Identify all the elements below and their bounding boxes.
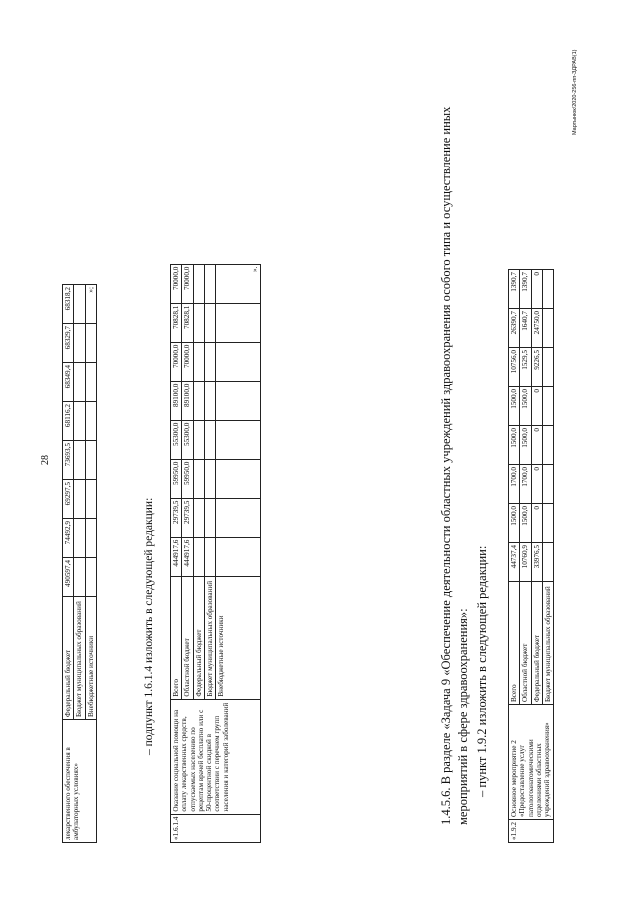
table2-name: Оказание социальной помощи на оплату лекарственных средств, отпускаемых населению по рецептам врачей бесплатно или с 50-процентной скидкой в соответствии с перечнем групп населения и категорий заболеваний <box>171 699 261 814</box>
table-cell: 29739,5 <box>171 498 182 537</box>
table-cell: 1500,0 <box>520 387 531 426</box>
table-cell: 69297,5 <box>63 480 74 519</box>
table-cell: 1500,0 <box>520 426 531 465</box>
table3-name: Основное мероприятие 2 «Предоставление услуг патологоанатомическими отделениями областных учреждений здравоохранения» <box>509 705 554 820</box>
table-cell: 0 <box>531 426 542 465</box>
table2-row-label: Федеральный бюджет <box>193 576 204 699</box>
table-cell: 0 <box>531 270 542 309</box>
table-cell: 70000,0 <box>182 264 193 303</box>
table-cell: 73693,5 <box>63 441 74 480</box>
table-cell: 55300,0 <box>182 420 193 459</box>
table-cell: 89100,0 <box>171 381 182 420</box>
table-cell: 9226,5 <box>531 348 542 387</box>
table-cell: 0 <box>531 387 542 426</box>
table-cell: 68349,4 <box>63 363 74 402</box>
table-cell: 70000,0 <box>171 342 182 381</box>
table-cell: 1500,0 <box>509 426 520 465</box>
table-cell: 1500,0 <box>509 387 520 426</box>
table-cell: 68329,7 <box>63 324 74 363</box>
table-cell: 1529,5 <box>520 348 531 387</box>
table1-end-mark: »; <box>85 285 96 324</box>
table-cell: 444917,6 <box>182 537 193 576</box>
heading-section-1-4-5-6: 1.4.5.6. В разделе «Задача 9 «Обеспечение деятельности областных учреждений здравоохранения особого типа и осуществление иных мероприятий в сфере здравоохранения»: <box>439 106 470 825</box>
table3-id: «1.9.2 <box>509 820 554 843</box>
table-cell: 59950,0 <box>171 459 182 498</box>
table-cell: 1640,7 <box>520 309 531 348</box>
table1-row-label: Бюджет муниципальных образований <box>74 597 85 720</box>
table3-row-label: Всего <box>509 582 520 705</box>
table-cell: 74492,9 <box>63 519 74 558</box>
table2-row-label: Бюджет муниципальных образований <box>204 576 215 699</box>
table-cell: 59950,0 <box>182 459 193 498</box>
table-cell: 0 <box>531 504 542 543</box>
table-cell: 68116,2 <box>63 402 74 441</box>
document-footer-code: Мартынюк/2020-256-пп-ЗДРАВ(1) <box>572 49 578 135</box>
table-cell: 1390,7 <box>520 270 531 309</box>
table-cell: 29739,5 <box>182 498 193 537</box>
table2-row-label: Всего <box>171 576 182 699</box>
table-cell: 89100,0 <box>182 381 193 420</box>
table-cell: 1500,0 <box>509 504 520 543</box>
heading-point-1-9-2: – пункт 1.9.2 изложить в следующей редакции: <box>475 545 489 797</box>
table-cell: 44737,4 <box>509 543 520 582</box>
table-cell: 70000,0 <box>171 264 182 303</box>
table-cell: 68318,2 <box>63 285 74 324</box>
subpoint-1-6-1-4-table <box>170 264 261 843</box>
table-cell: 1390,7 <box>509 270 520 309</box>
table3-row-label: Областной бюджет <box>520 582 531 705</box>
table1-name: лекарственного обеспечения в амбулаторных условиях» <box>63 720 97 843</box>
table-cell: 55300,0 <box>171 420 182 459</box>
table-cell: 490597,4 <box>63 558 74 597</box>
table-cell: 10760,9 <box>520 543 531 582</box>
table3-row-label: Бюджет муниципальных образований <box>542 582 553 705</box>
page-number: 28 <box>40 455 51 465</box>
table-cell: 33976,5 <box>531 543 542 582</box>
heading-subpoint-1-6-1-4: – подпункт 1.6.1.4 изложить в следующей редакции: <box>143 497 155 755</box>
table3-row-label: Федеральный бюджет <box>531 582 542 705</box>
table-cell: 1700,0 <box>509 465 520 504</box>
table1-row-label: Внебюджетные источники <box>85 597 96 720</box>
table1-row-label: Федеральный бюджет <box>63 597 74 720</box>
table-cell: 70000,0 <box>182 342 193 381</box>
table-cell: 26390,7 <box>509 309 520 348</box>
table-cell: 70828,1 <box>182 303 193 342</box>
continuation-table <box>62 284 97 843</box>
table2-end-mark: ». <box>216 264 261 303</box>
table-cell: 10756,0 <box>509 348 520 387</box>
table-cell: 444917,6 <box>171 537 182 576</box>
point-1-9-2-table <box>508 269 554 843</box>
table-cell: 1700,0 <box>520 465 531 504</box>
table2-id: «1.6.1.4 <box>171 814 261 842</box>
table2-row-label: Областной бюджет <box>182 576 193 699</box>
table2-row-label: Внебюджетные источники <box>216 576 261 699</box>
table-cell: 70828,1 <box>171 303 182 342</box>
table-cell: 1500,0 <box>520 504 531 543</box>
table-cell: 24750,0 <box>531 309 542 348</box>
table-cell: 0 <box>531 465 542 504</box>
